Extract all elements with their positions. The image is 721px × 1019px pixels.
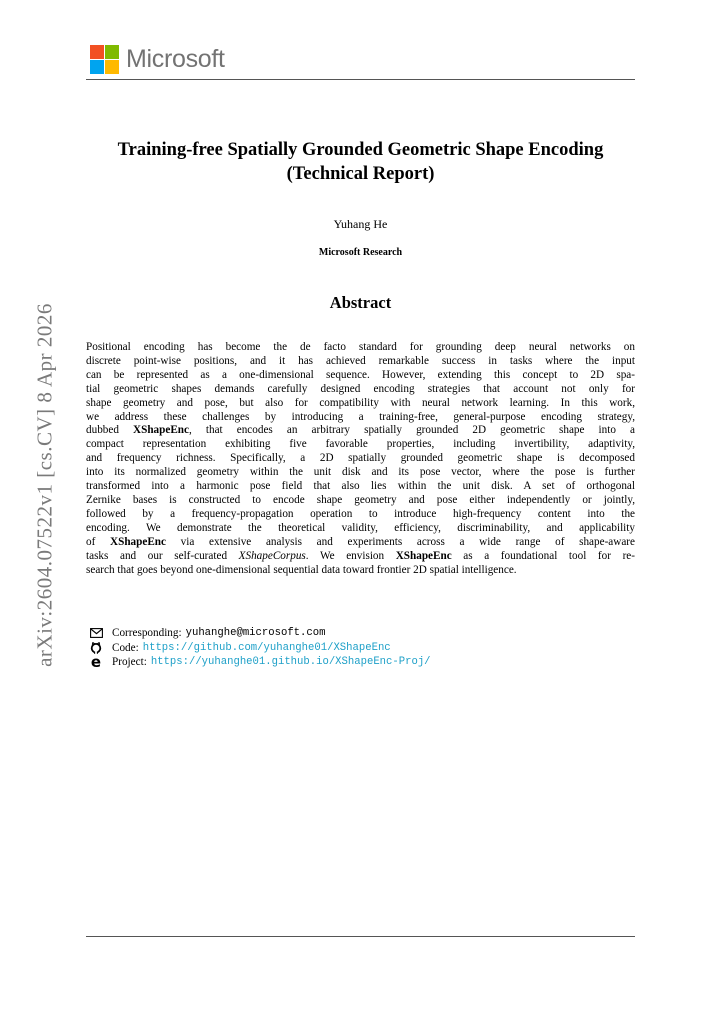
envelope-icon xyxy=(89,627,103,639)
project-row xyxy=(89,655,431,670)
abstract-line xyxy=(86,536,635,550)
abstract-line: transformed into a harmonic pose field that also lies within the unit disk. A set of orthogonal xyxy=(86,480,635,493)
abstract-line: followed by a frequency-propagation operation to introduce high-frequency content into the xyxy=(86,507,635,520)
arxiv-identifier: arXiv:2604.07522v1 [cs.CV] 8 Apr 2026 xyxy=(32,303,57,667)
microsoft-logo xyxy=(90,45,225,74)
abstract-line: compact representation exhibiting five favorable properties, including invertibility, adaptivity, xyxy=(86,438,635,451)
project-link[interactable]: https://yuhanghe01.github.io/XShapeEnc-Proj/ xyxy=(150,656,431,669)
method-name: XShapeEnc xyxy=(133,424,189,437)
logo-square-blue xyxy=(90,60,104,74)
paper-title xyxy=(86,138,635,186)
abstract-text: . We envision xyxy=(305,549,396,562)
abstract-line xyxy=(86,424,635,438)
title-line-2: (Technical Report) xyxy=(286,164,435,184)
abstract-line: discrete point-wise positions, and it has achieved remarkable success in tasks where the input xyxy=(86,354,635,367)
email-row xyxy=(89,626,431,641)
code-row xyxy=(89,641,431,656)
abstract-line: into its normalized geometry within the unit disk and its pose vector, where the pose is further xyxy=(86,466,635,479)
logo-wordmark: Microsoft xyxy=(126,45,225,73)
abstract-line: can be represented as a one-dimensional sequence. However, extending this concept to 2D spa- xyxy=(86,368,635,381)
abstract-line: tial geometric shapes demands carefully designed encoding strategies that account not only for xyxy=(86,382,635,395)
corpus-name: XShapeCorpus xyxy=(238,549,306,562)
abstract-text: dubbed xyxy=(86,424,134,437)
logo-square-green xyxy=(105,45,119,59)
microsoft-logo-grid-icon xyxy=(90,45,119,74)
abstract-line: and frequency richness. Specifically, a 2D spatially grounded geometric shape is decomposed xyxy=(86,452,635,465)
abstract-line: encoding. We demonstrate the theoretical validity, efficiency, discriminability, and applicability xyxy=(86,521,635,534)
method-name: XShapeEnc xyxy=(395,549,452,562)
abstract-text: , that encodes an arbitrary spatially grounded 2D geometric shape into a xyxy=(189,424,636,437)
email-label: Corresponding: xyxy=(112,627,182,640)
abstract-line: we address these challenges by introducing a training-free, general-purpose encoding strategy, xyxy=(86,410,635,423)
logo-square-yellow xyxy=(105,60,119,74)
abstract-heading: Abstract xyxy=(329,293,392,312)
code-label: Code: xyxy=(112,641,139,654)
abstract-line: Zernike bases is constructed to encode shape geometry and pose either independently or jointly, xyxy=(86,493,635,506)
abstract-line: shape geometry and pose, but also for compatibility with neural network learning. In this work, xyxy=(86,396,635,409)
github-icon xyxy=(89,642,103,654)
edge-browser-icon: e xyxy=(90,653,102,672)
abstract-text: tasks and our self-curated xyxy=(86,549,239,562)
abstract-line: search that goes beyond one-dimensional sequential data toward frontier 2D spatial intelligence. xyxy=(86,563,517,576)
method-name: XShapeEnc xyxy=(110,535,166,548)
author-name: Yuhang He xyxy=(333,217,388,231)
abstract-body xyxy=(86,341,635,577)
author-affiliation: Microsoft Research xyxy=(318,247,403,258)
abstract-text: as a foundational tool for re- xyxy=(451,549,635,562)
abstract-line xyxy=(86,550,635,564)
email-address[interactable]: yuhanghe@microsoft.com xyxy=(185,627,326,640)
code-link[interactable]: https://github.com/yuhanghe01/XShapeEnc xyxy=(142,641,391,654)
logo-square-red xyxy=(90,45,104,59)
header-rule xyxy=(86,79,635,80)
contact-links xyxy=(89,626,431,670)
abstract-line: Positional encoding has become the de facto standard for grounding deep neural networks on xyxy=(86,341,635,353)
title-line-1: Training-free Spatially Grounded Geometric Shape Encoding xyxy=(117,140,604,160)
footer-rule xyxy=(86,936,635,937)
abstract-text: via extensive analysis and experiments across a wide range of shape-aware xyxy=(165,535,635,548)
project-label: Project: xyxy=(112,656,147,669)
abstract-text: of xyxy=(86,535,111,548)
